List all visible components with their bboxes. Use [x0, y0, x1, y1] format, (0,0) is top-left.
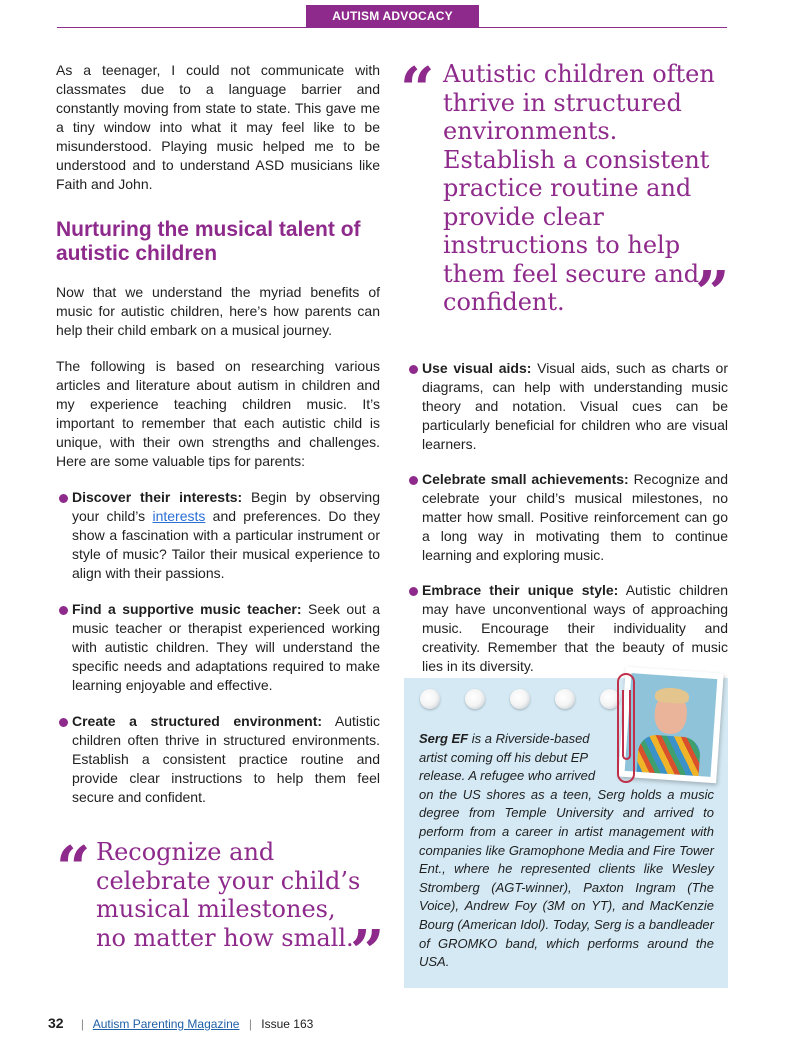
- binder-ring-icon: [420, 689, 440, 709]
- tip-item: [406, 470, 728, 565]
- binder-ring-icon: [555, 689, 575, 709]
- magazine-name-link[interactable]: Autism Parenting Magazine: [92, 1017, 240, 1031]
- tip-item: [406, 359, 728, 454]
- pull-quote-text: Recognize and celebrate your child’s musical milestones, no matter how small.: [96, 838, 361, 952]
- tip-text: and preferences. Do they show a fascination with a particular instrument or style of music? Tailor their musical experience to align with their passions.: [72, 508, 381, 581]
- bio-line: artist coming off his debut EP: [419, 749, 589, 765]
- body-paragraph: Now that we understand the myriad benefits of music for autistic children, here’s how parents can help their child embark on a musical journey.: [56, 284, 380, 338]
- tip-text: Autistic children may have unconventional ways of approaching music. Encourage their individuality and creativity. Remember that the beauty of music lies in its diversity.: [422, 582, 729, 674]
- close-quote-icon: ”: [350, 918, 385, 988]
- open-quote-icon: “: [400, 55, 435, 125]
- tip-item: [56, 600, 380, 695]
- tip-text: Visual aids, such as charts or diagrams, can help with understanding music theory and notation. Visual cues can be particularly beneficial for children who are visual learners.: [422, 360, 728, 452]
- right-column: [406, 359, 728, 692]
- bullet-dot-icon: [59, 718, 68, 727]
- body-paragraph: The following is based on researching various articles and literature about autism in children and my experience teaching children music. It’s important to remember that each autistic child is unique, with their own strengths and challenges. Here are some valuable tips for parents:: [56, 358, 380, 469]
- tip-title: Use visual aids:: [422, 360, 532, 376]
- tip-item: [56, 712, 380, 807]
- footer-separator: |: [80, 1017, 85, 1031]
- tip-title: Create a structured environment:: [72, 713, 323, 729]
- binder-ring-icon: [510, 689, 530, 709]
- bio-line: on the US shores as a teen, Serg holds a music degree from Temple University and arrived to perform from a career in artist management with companies like Gramophone Media and Fire Tower Ent., where he represented clients like Wesley Stromberg (AGT-winner), Paxton Ingram (The Voice), Andrew Foy (3M on YT), and MacKenzie Bourg (American Idol). Today, Serg is a bandleader of GROMKO band, which performs around the USA.: [419, 786, 714, 970]
- binder-ring-icon: [465, 689, 485, 709]
- header-rule: [57, 27, 727, 28]
- left-column: [56, 61, 380, 824]
- tip-text: Autistic children often thrive in structured environments. Establish a consistent practice routine and provide clear instructions to help them feel secure and confident.: [72, 713, 380, 805]
- pull-quote-bottom: [56, 834, 386, 988]
- pull-quote-text: Autistic children often thrive in structured environments. Establish a consistent practice routine and provide clear instructions to help them feel secure and confident.: [443, 60, 715, 316]
- bio-line: release. A refugee who arrived: [419, 768, 596, 784]
- bullet-dot-icon: [409, 365, 418, 374]
- tip-text: Seek out a music teacher or therapist experienced working with autistic children. They will understand the specific needs and adaptations required to make learning enjoyable and effective.: [72, 601, 381, 693]
- interests-link[interactable]: interests: [152, 508, 206, 524]
- author-name: Serg EF: [419, 731, 469, 746]
- bullet-dot-icon: [59, 494, 68, 503]
- bullet-dot-icon: [59, 606, 68, 615]
- tip-text: Begin by observing your child’s: [72, 489, 381, 524]
- close-quote-icon: ”: [695, 259, 730, 329]
- bullet-dot-icon: [409, 587, 418, 596]
- pull-quote-top: [400, 55, 730, 329]
- bullet-dot-icon: [409, 476, 418, 485]
- tips-list-right: [406, 359, 728, 676]
- tip-text: Recognize and celebrate your child’s musical milestones, no matter how small. Positive reinforcement can go a long way in motivating them to continue learning and exploring music.: [422, 471, 729, 563]
- tip-item: [56, 488, 380, 583]
- tip-title: Embrace their unique style:: [422, 582, 619, 598]
- bio-line: is a Riverside-based: [471, 731, 590, 746]
- author-bio-text: [419, 730, 714, 972]
- footer-separator: |: [248, 1017, 252, 1031]
- intro-paragraph: As a teenager, I could not communicate with classmates due to a language barrier and constantly moving from state to state. This gave me a tiny window into what it may feel like to be misunderstood. Playing music helped me to be understood and to understand ASD musicians like Faith and John.: [56, 62, 380, 192]
- tip-title: Find a supportive music teacher:: [72, 601, 302, 617]
- page-footer: [48, 1014, 313, 1033]
- page-number: 32: [48, 1015, 64, 1031]
- section-tag: AUTISM ADVOCACY: [306, 5, 479, 27]
- open-quote-icon: “: [56, 834, 91, 904]
- section-heading: Nurturing the musical talent of autistic children: [56, 218, 361, 265]
- tip-title: Discover their interests:: [72, 489, 243, 505]
- tips-list-left: [56, 488, 380, 807]
- author-bio-box: [404, 678, 728, 988]
- issue-number: Issue 163: [261, 1017, 314, 1031]
- tip-title: Celebrate small achievements:: [422, 471, 629, 487]
- tip-item: [406, 581, 728, 676]
